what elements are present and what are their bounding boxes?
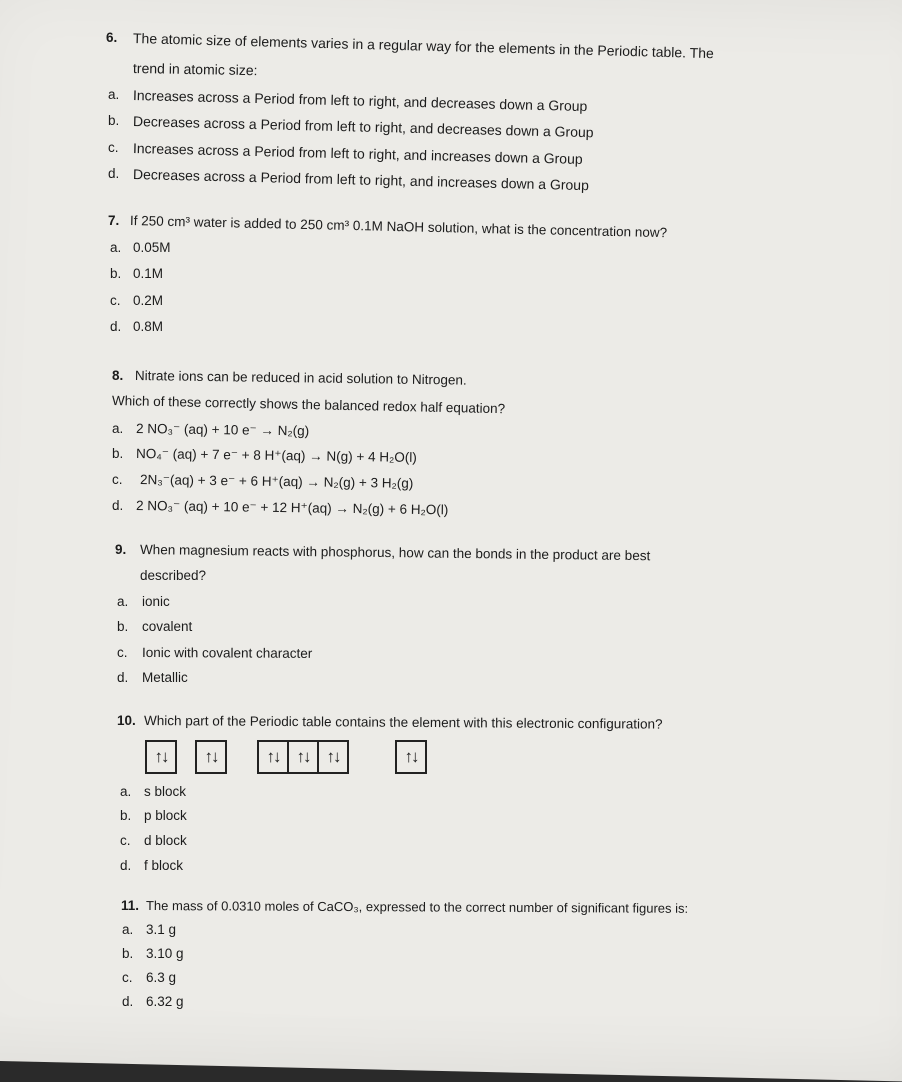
option-letter: d.: [112, 498, 124, 513]
answer-option[interactable]: 0.05M: [133, 240, 171, 255]
answer-option[interactable]: Metallic: [142, 670, 188, 685]
answer-option[interactable]: 3.10 g: [146, 946, 184, 961]
answer-option[interactable]: Increases across a Period from left to right, and decreases down a Group: [132, 87, 588, 115]
option-letter: d.: [120, 858, 132, 873]
orbital-box-2s: [195, 740, 227, 774]
question-stem: When magnesium reacts with phosphorus, how can the bonds in the product are best: [139, 542, 651, 564]
question-stem-continued: described?: [140, 568, 207, 583]
option-letter: d.: [108, 166, 120, 181]
answer-option[interactable]: p block: [144, 808, 187, 823]
option-letter: a.: [122, 922, 134, 937]
answer-option[interactable]: 6.3 g: [146, 970, 177, 985]
option-letter: b.: [122, 946, 134, 961]
electron-pair-arrows: ↑↓: [259, 742, 289, 772]
option-letter: c.: [122, 970, 133, 985]
answer-option[interactable]: Ionic with covalent character: [141, 645, 313, 661]
electron-pair-arrows: ↑↓: [204, 747, 218, 766]
answer-option[interactable]: 0.1M: [133, 266, 164, 281]
answer-option[interactable]: f block: [144, 858, 184, 873]
option-letter: c.: [108, 140, 119, 155]
question-stem: Nitrate ions can be reduced in acid solution to Nitrogen.: [134, 368, 467, 388]
answer-option[interactable]: 0.2M: [133, 293, 164, 308]
option-letter: c.: [120, 833, 131, 848]
electron-pair-arrows: ↑↓: [404, 747, 418, 766]
answer-option[interactable]: s block: [144, 784, 187, 799]
answer-option[interactable]: ionic: [142, 594, 170, 609]
answer-option[interactable]: 2N₃⁻(aq) + 3 e⁻ + 6 H⁺(aq) → N₂(g) + 3 H₂(g): [139, 472, 414, 491]
question-stem: The atomic size of elements varies in a regular way for the elements in the Periodic table. The: [132, 30, 715, 62]
option-letter: b.: [112, 446, 124, 461]
question-number: 7.: [108, 213, 120, 228]
orbital-box-1s: [145, 740, 177, 774]
electron-pair-arrows: ↑↓: [289, 742, 319, 772]
option-letter: d.: [110, 319, 122, 334]
question-number: 9.: [115, 542, 127, 557]
orbital-box-2p: [257, 740, 349, 774]
question-stem: The mass of 0.0310 moles of CaCO₃, expressed to the correct number of significant figures is:: [145, 898, 689, 916]
electron-pair-arrows: ↑↓: [154, 747, 168, 766]
question-stem: Which part of the Periodic table contains the element with this electronic configuration?: [143, 713, 663, 732]
option-letter: d.: [117, 670, 129, 685]
electron-pair-arrows: ↑↓: [326, 747, 340, 766]
answer-option[interactable]: Decreases across a Period from left to right, and decreases down a Group: [132, 113, 594, 141]
option-letter: b.: [120, 808, 132, 823]
orbital-box-3s: [395, 740, 427, 774]
option-letter: b.: [117, 619, 129, 634]
answer-option[interactable]: 0.8M: [133, 319, 164, 334]
option-letter: a.: [110, 240, 122, 255]
option-letter: c.: [112, 472, 123, 487]
answer-option[interactable]: covalent: [142, 619, 193, 634]
option-letter: c.: [110, 293, 121, 308]
option-letter: a.: [117, 594, 129, 609]
option-letter: a.: [112, 421, 124, 436]
question-number: 11.: [121, 898, 140, 913]
answer-option[interactable]: Decreases across a Period from left to right, and increases down a Group: [132, 166, 590, 194]
question-stem-continued: Which of these correctly shows the balanced redox half equation?: [111, 393, 506, 417]
option-letter: b.: [110, 266, 122, 281]
answer-option[interactable]: 2 NO₃⁻ (aq) + 10 e⁻ → N₂(g): [135, 421, 310, 439]
answer-option[interactable]: d block: [144, 833, 187, 848]
option-letter: a.: [108, 87, 120, 102]
question-stem-continued: trend in atomic size:: [132, 60, 258, 79]
question-number: 8.: [112, 368, 124, 383]
option-letter: b.: [108, 113, 120, 128]
option-letter: c.: [117, 645, 128, 660]
answer-option[interactable]: 6.32 g: [146, 994, 184, 1009]
question-number: 6.: [106, 30, 118, 45]
answer-option[interactable]: Increases across a Period from left to right, and increases down a Group: [132, 140, 583, 167]
option-letter: d.: [122, 994, 134, 1009]
answer-option[interactable]: 2 NO₃⁻ (aq) + 10 e⁻ + 12 H⁺(aq) → N₂(g) + 6 H₂O(l): [135, 498, 449, 518]
option-letter: a.: [120, 784, 132, 799]
question-stem: If 250 cm³ water is added to 250 cm³ 0.1M NaOH solution, what is the concentration now?: [129, 213, 668, 241]
answer-option[interactable]: NO₄⁻ (aq) + 7 e⁻ + 8 H⁺(aq) → N(g) + 4 H₂O(l): [135, 446, 417, 465]
question-number: 10.: [117, 713, 136, 728]
answer-option[interactable]: 3.1 g: [146, 922, 177, 937]
